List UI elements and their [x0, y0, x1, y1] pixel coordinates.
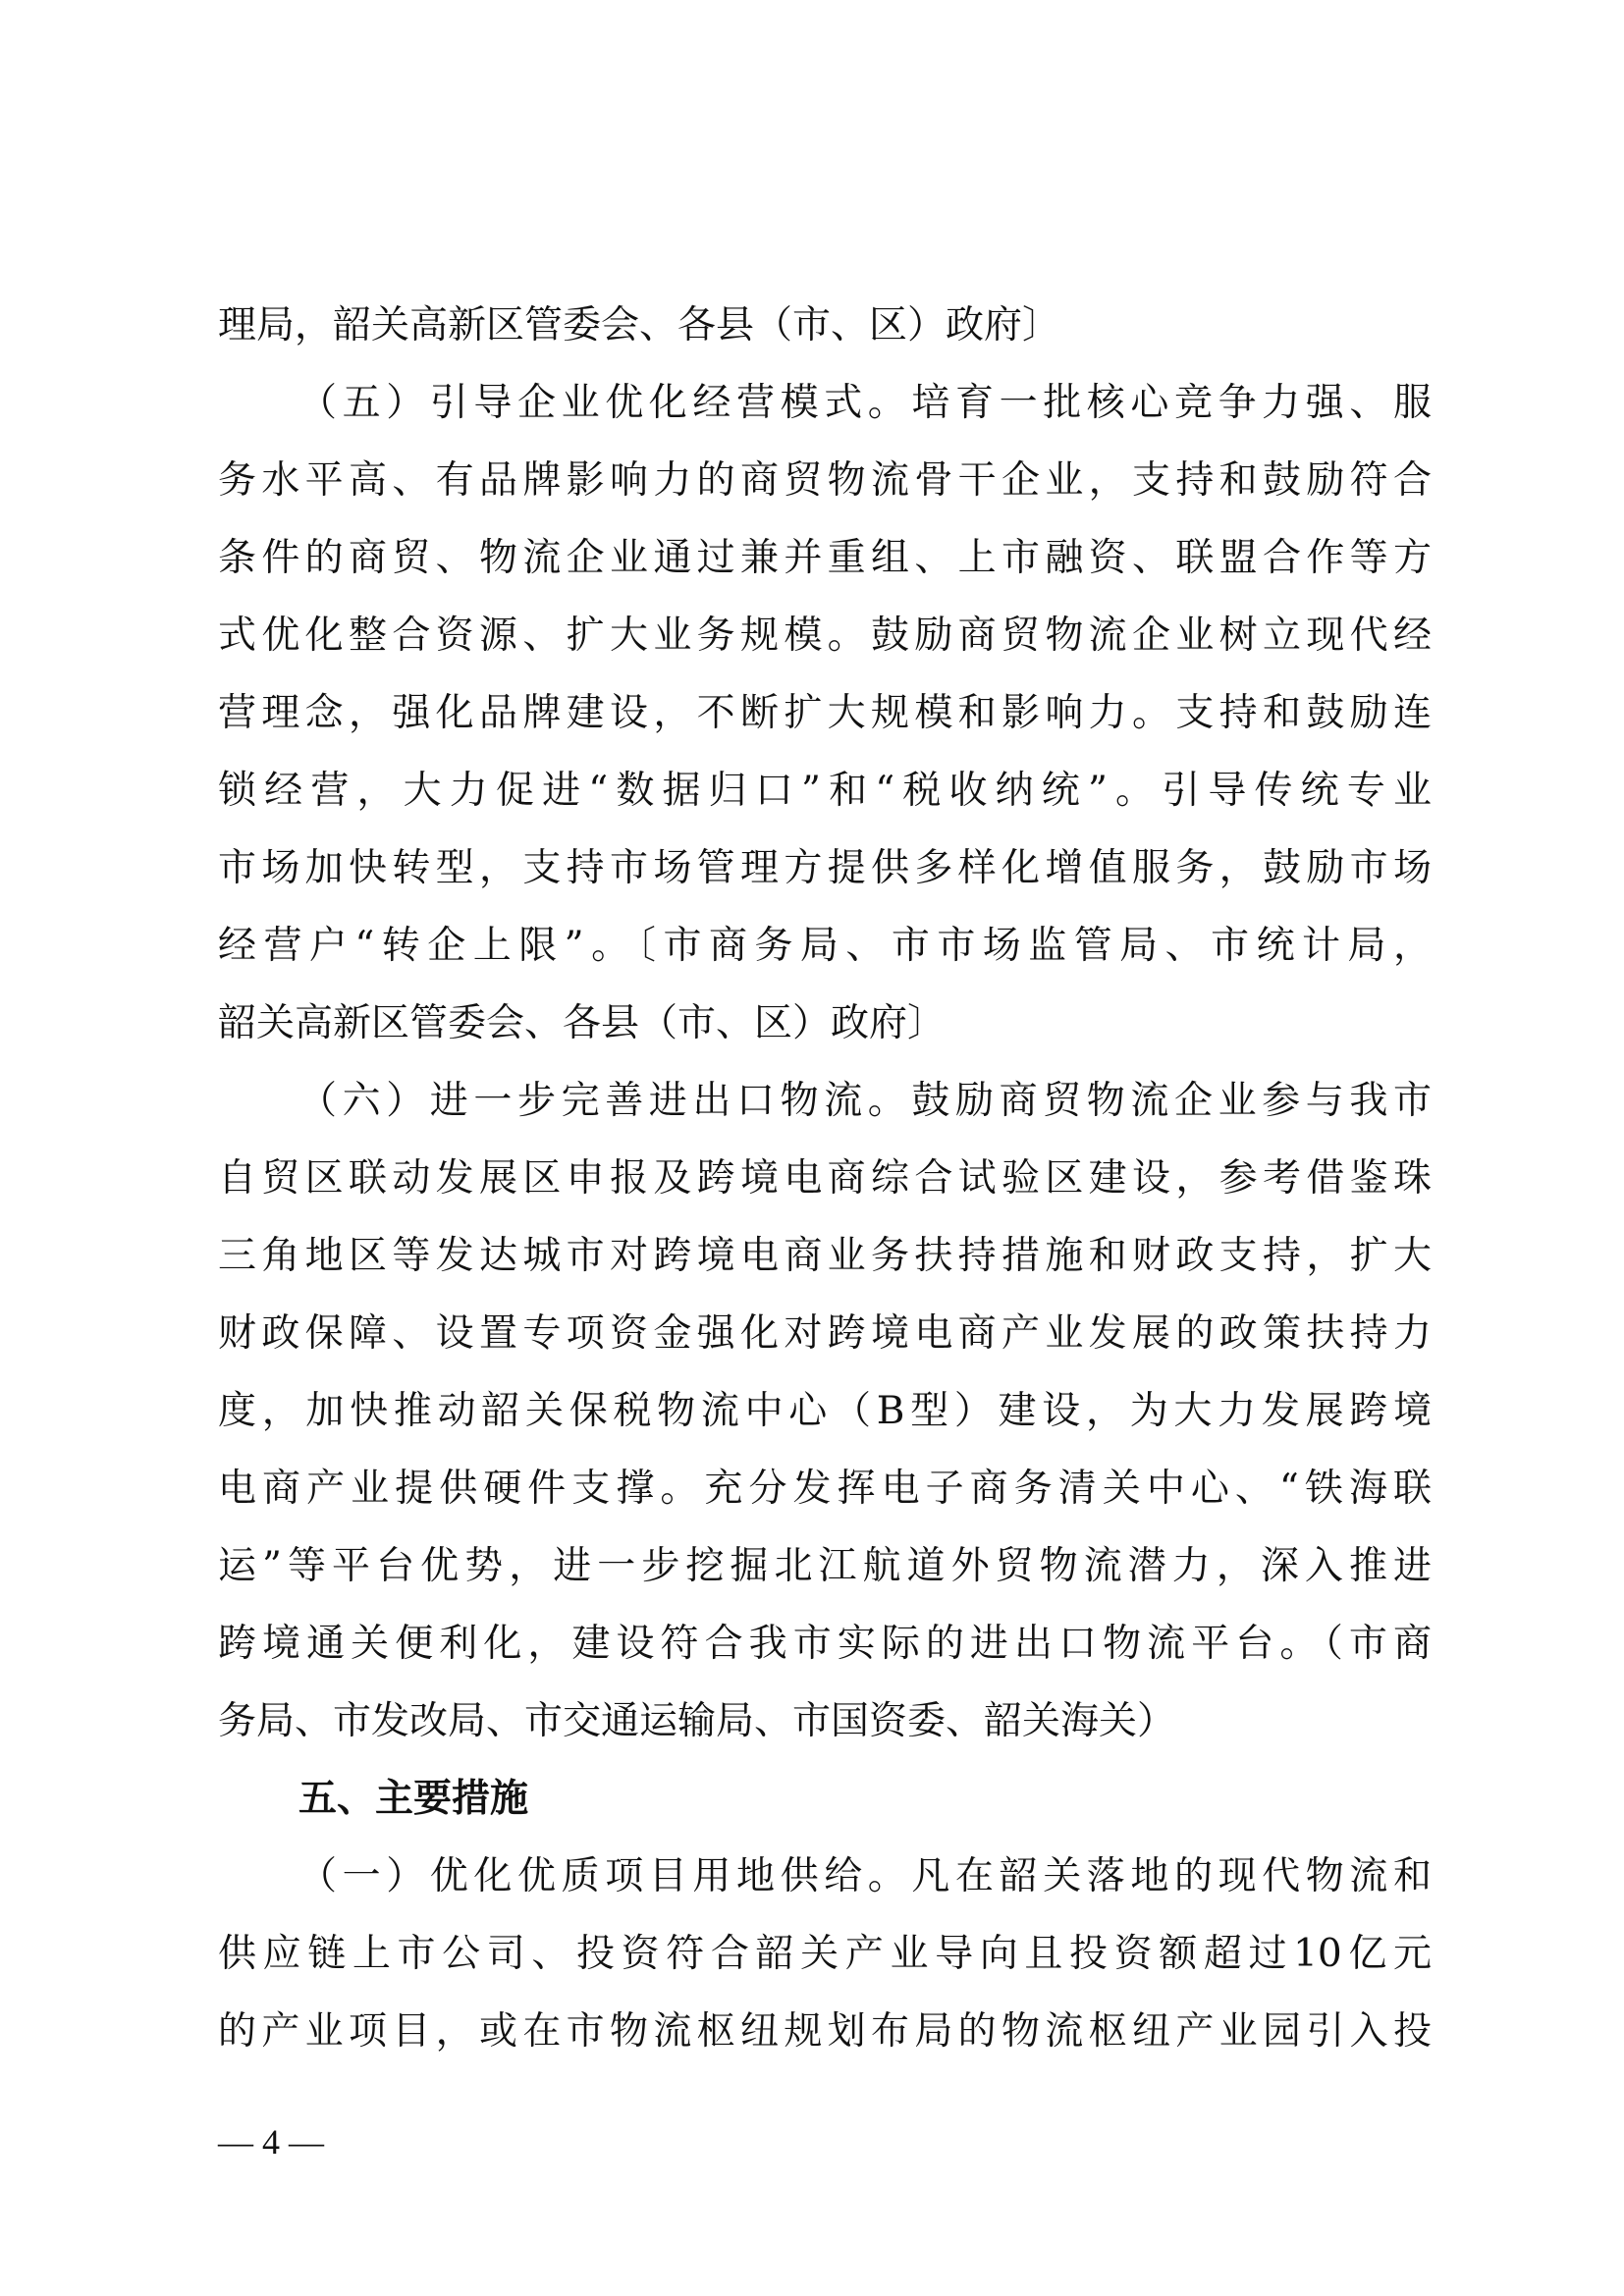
- section-heading: 五、主要措施: [298, 1777, 529, 1821]
- paragraph-line: 理局，韶关高新区管委会、各县（市、区）政府〕: [218, 303, 1061, 347]
- paragraph-line: 式优化整合资源、扩大业务规模。鼓励商贸物流企业树立现代经: [218, 614, 1432, 658]
- paragraph-line: 条件的商贸、物流企业通过兼并重组、上市融资、联盟合作等方: [218, 536, 1432, 580]
- paragraph-line: （一）优化优质项目用地供给。凡在韶关落地的现代物流和: [298, 1854, 1432, 1898]
- paragraph-line: 务局、市发改局、市交通运输局、市国资委、韶关海关）: [218, 1699, 1176, 1743]
- body-text: [218, 287, 1432, 2070]
- paragraph-line: 务水平高、有品牌影响力的商贸物流骨干企业，支持和鼓励符合: [218, 458, 1432, 503]
- paragraph-line: 锁经营，大力促进“数据归口”和“税收纳统”。引导传统专业: [218, 769, 1432, 813]
- paragraph-line: 韶关高新区管委会、各县（市、区）政府〕: [218, 1001, 947, 1045]
- paragraph-line: 电商产业提供硬件支撑。充分发挥电子商务清关中心、“铁海联: [218, 1467, 1432, 1511]
- paragraph-line: 跨境通关便利化，建设符合我市实际的进出口物流平台。（市商: [218, 1622, 1432, 1666]
- page-number: — 4 —: [218, 2122, 324, 2162]
- paragraph-line: 营理念，强化品牌建设，不断扩大规模和影响力。支持和鼓励连: [218, 691, 1432, 735]
- paragraph-line: 运”等平台优势，进一步挖掘北江航道外贸物流潜力，深入推进: [218, 1544, 1432, 1588]
- paragraph-line: 供应链上市公司、投资符合韶关产业导向且投资额超过10亿元: [218, 1932, 1432, 1976]
- paragraph-line: 的产业项目，或在市物流枢纽规划布局的物流枢纽产业园引入投: [218, 2009, 1432, 2054]
- paragraph-line: （五）引导企业优化经营模式。培育一批核心竞争力强、服: [298, 381, 1432, 425]
- paragraph-line: 自贸区联动发展区申报及跨境电商综合试验区建设，参考借鉴珠: [218, 1156, 1432, 1201]
- paragraph-line: （六）进一步完善进出口物流。鼓励商贸物流企业参与我市: [298, 1079, 1432, 1123]
- paragraph-line: 度，加快推动韶关保税物流中心（B型）建设，为大力发展跨境: [218, 1389, 1432, 1433]
- paragraph-line: 三角地区等发达城市对跨境电商业务扶持措施和财政支持，扩大: [218, 1234, 1432, 1278]
- paragraph-line: 财政保障、设置专项资金强化对跨境电商产业发展的政策扶持力: [218, 1311, 1432, 1356]
- paragraph-line: 经营户“转企上限”。〔市商务局、市市场监管局、市统计局，: [218, 924, 1432, 968]
- paragraph-line: 市场加快转型，支持市场管理方提供多样化增值服务，鼓励市场: [218, 846, 1432, 890]
